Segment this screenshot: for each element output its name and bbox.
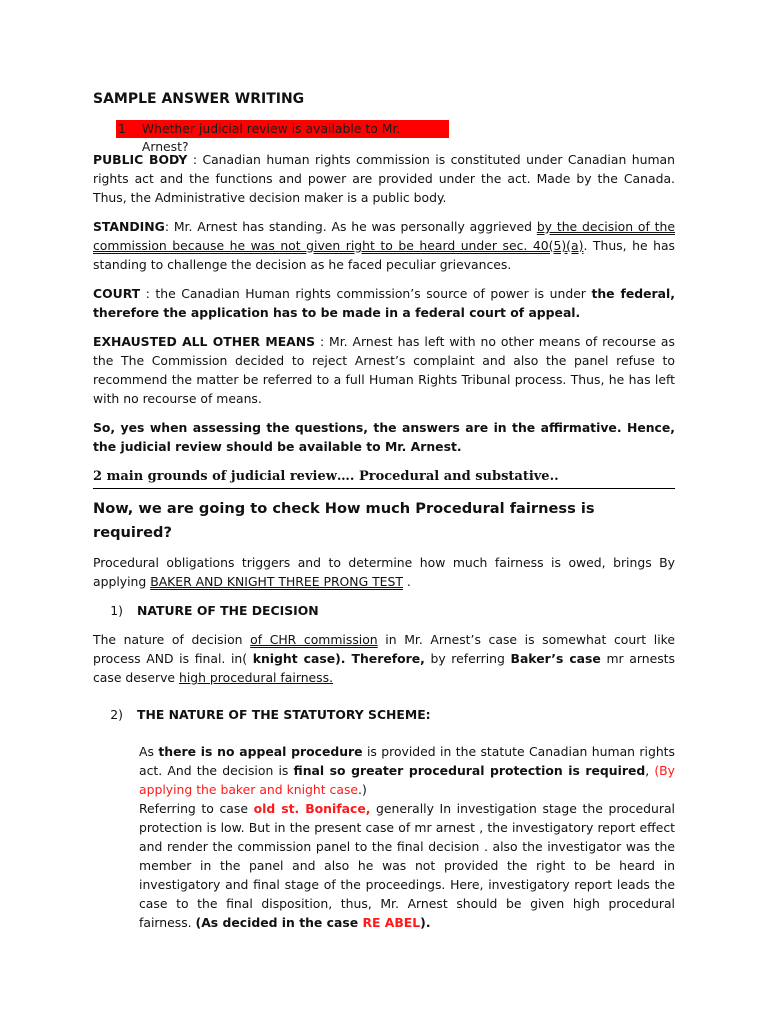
item-1-underline-1: of CHR commission [250, 632, 378, 647]
item-2-p1-text-1: As [139, 744, 159, 759]
item-2-heading: THE NATURE OF THE STATUTORY SCHEME: [137, 707, 431, 722]
item-2-p2-red-abel: RE ABEL [362, 915, 421, 930]
exhausted-label: EXHAUSTED ALL OTHER MEANS [93, 334, 316, 349]
court-text: : the Canadian Human rights commission’s source of power is under [140, 286, 592, 301]
conclusion-paragraph: So, yes when assessing the questions, the answers are in the affirmative. Hence, the judicial review should be available to Mr. Arnest. [93, 420, 675, 454]
item-1-text-2: in Mr. Arnest’s case is somewhat court like process AND is final. in( [93, 632, 676, 666]
grounds-heading: 2 main grounds of judicial review…. Procedural and substative.. [93, 467, 675, 489]
question-1-highlight [116, 120, 449, 154]
item-2-p1-red: (By applying the baker and knight case [139, 763, 675, 797]
item-2-p1-bold-1: there is no appeal procedure [158, 744, 363, 759]
item-1-paragraph [93, 630, 675, 687]
item-2-p1-bold-2: final so greater procedural protection is required [293, 763, 646, 778]
item-2-p2-bold-1: (As decided in the case [195, 915, 363, 930]
item-2-paragraph-2 [139, 799, 675, 932]
item-2-p2-red-case: old st. Boniface, [253, 801, 371, 816]
item-1-text-4: mr arnests case deserve [93, 651, 675, 685]
public-body-paragraph [93, 150, 675, 207]
court-paragraph [93, 284, 675, 322]
item-1-text-1: The nature of decision [93, 632, 251, 647]
item-1-heading-row [93, 601, 675, 620]
court-bold: the federal, therefore the application has to be made in a federal court of appeal. [93, 286, 675, 320]
item-2-p1-text-4: .) [358, 782, 367, 797]
item-1-bold-1: knight case). Therefore, [252, 651, 425, 666]
standing-underlined: by the decision of the commission because he was not given right to be heard under sec. 40(5)(a) [93, 219, 676, 253]
item-2-p1-text-3: , [645, 763, 655, 778]
exhausted-paragraph [93, 332, 675, 408]
item-1-bold-2: Baker’s case [510, 651, 601, 666]
item-1-number: 1) [110, 603, 123, 618]
court-label: COURT [93, 286, 141, 301]
item-1-text-3: by referring [424, 651, 511, 666]
three-prong-test: BAKER AND KNIGHT THREE PRONG TEST [150, 574, 403, 589]
item-2-p2-text-1: Referring to case [139, 801, 254, 816]
procedural-intro-text-2: . [402, 574, 411, 589]
item-2-number: 2) [110, 707, 123, 722]
item-2-p1-text-2: is provided in the statute Canadian human rights act. And the decision is [139, 744, 675, 778]
standing-label: STANDING [93, 219, 165, 234]
procedural-intro-paragraph [93, 553, 675, 591]
item-2-p2-bold-2: ). [420, 915, 431, 930]
item-1-underline-2: high procedural fairness. [178, 670, 334, 685]
item-2-p2-text-2: generally In investigation stage the procedural protection is low. But in the present case of mr arnest , the investigatory report effect and render the commission panel to the final decision . also the investigator was the member in the panel and also he was not provided the right to be heard in investigatory and final stage of the proceedings. Here, investigatory report leads the case to the final disposition, thus, Mr. Arnest should be given high procedural fairness. [139, 801, 676, 930]
exhausted-text: : Mr. Arnest has left with no other means of recourse as the The Commission decided to reject Arnest’s complaint and also the panel refuse to recommend the matter be referred to a full Human Rights Tribunal process. Thus, he has left with no recourse of means. [93, 334, 675, 406]
question-1-number: 1 [118, 121, 126, 136]
question-1-text: Whether judicial review is available to Mr. Arnest? [141, 121, 401, 154]
item-2-heading-row [93, 705, 675, 724]
item-2-paragraph-1 [139, 742, 675, 799]
procedural-intro-text-1: Procedural obligations triggers and to determine how much fairness is owed, brings By applying [93, 555, 675, 589]
document-title: SAMPLE ANSWER WRITING [93, 91, 305, 107]
public-body-label: PUBLIC BODY [93, 152, 188, 167]
document-page [93, 86, 675, 932]
item-2-body [139, 742, 675, 932]
standing-text-1: : Mr. Arnest has standing. As he was personally aggrieved [164, 219, 537, 234]
standing-text-2: . Thus, he has standing to challenge the decision as he faced peculiar grievances. [93, 238, 675, 272]
standing-paragraph [93, 217, 675, 274]
public-body-text: : Canadian human rights commission is constituted under Canadian human rights act and the functions and power are provided under the act. Made by the Canada. Thus, the Administrative decision maker is a public body. [93, 152, 675, 205]
item-1-heading: NATURE OF THE DECISION [137, 603, 319, 618]
procedural-question: Now, we are going to check How much Procedural fairness is required? [93, 500, 595, 541]
